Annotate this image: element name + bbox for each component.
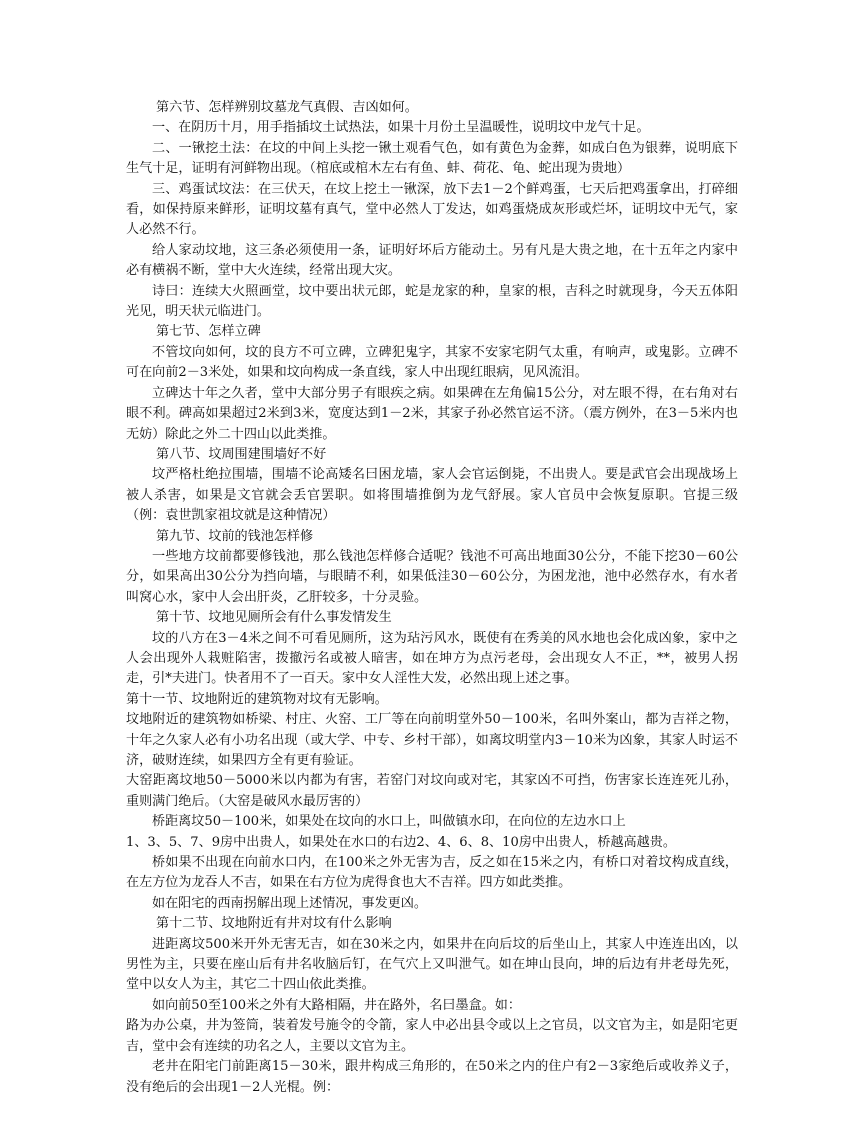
paragraph: 桥距离坟50－100米，如果处在坟向的水口上，叫做镇水印，在向位的左边水口上 [152, 814, 626, 830]
paragraph: 坟地附近的建筑物如桥梁、村庄、火窑、工厂等在向前明堂外50－100米，名叫外案山，都为吉祥之物，十年之久家人必有小功名出现（或大学、中专、乡村干部），如离坟明堂内3－10米为凶象，其家人时运不济，破财连续，如果四方全有更有验证。 [126, 712, 738, 768]
section-heading-12: 第十二节、坟地附近有井对坟有什么影响 [156, 916, 392, 932]
section-heading-10: 第十节、坟地见厕所会有什么事发情发生 [156, 610, 392, 626]
paragraph: 如在阳宅的西南拐解出现上述情况，事发更凶。 [152, 895, 427, 911]
section-heading-8: 第八节、坟周围建围墙好不好 [156, 446, 327, 462]
paragraph: 二、一锹挖土法：在坟的中间上头挖一锹土观看气色，如有黄色为金葬，如成白色为银葬，说明底下生气十足，证明有河鲜物出现。（棺底或棺木左右有鱼、蚌、荷花、龟、蛇出现为贵地） [126, 140, 738, 177]
paragraph: 三、鸡蛋试坟法：在三伏天，在坟上挖土一锹深，放下去1－2个鲜鸡蛋，七天后把鸡蛋拿出，打碎细看，如保持原来鲜形，证明坟墓有真气，堂中必然人丁发达，如鸡蛋烧成灰形或烂坏，证明坟中无气，家人必然不行。 [126, 181, 738, 238]
paragraph: 大窑距离坟地50－5000米以内都为有害，若窑门对坟向或对宅，其家凶不可挡，伤害家长连连死儿孙，重则满门绝后。（大窑是破风水最厉害的） [126, 773, 738, 809]
paragraph: 路为办公桌，井为签筒，装着发号施令的令箭，家人中必出县令或以上之官员，以文官为主，如是阳宅更吉，堂中会有连续的功名之人，主要以文官为主。 [126, 1018, 738, 1054]
paragraph: 如向前50至100米之外有大路相隔，井在路外，名曰墨盒。如： [152, 997, 521, 1013]
section-heading-7: 第七节、怎样立碑 [156, 324, 261, 340]
paragraph: 进距离坟500米开外无害无吉，如在30米之内，如果井在向后坟的后坐山上，其家人中连连出凶，以男性为主，只要在座山后有井名收脑后钉，在气穴上又叫泄气。如在坤山艮向，坤的后边有井老母先死，堂中以女人为主，其它二十四山依此类推。 [126, 936, 738, 993]
section-heading-6: 第六节、怎样辨别坟墓龙气真假、吉凶如何。 [156, 100, 418, 115]
paragraph: 1、3、5、7、9房中出贵人，如果处在水口的右边2、4、6、8、10房中出贵人，桥越高越贵。 [126, 834, 676, 850]
paragraph: 坟的八方在3－4米之间不可看见厕所，这为玷污风水，既使有在秀美的风水地也会化成凶象，家中之人会出现外人栽赃陷害，拨撤污名或被人暗害，如在坤方为点污老母，会出现女人不正，**，被男人拐走，引*夫进门。快者用不了一百天。家中女人淫性大发，必然出现上述之事。 [126, 630, 738, 687]
paragraph: 一些地方坟前都要修钱池，那么钱池怎样修合适呢？钱池不可高出地面30公分，不能下挖30－60公分，如果高出30公分为挡向墙，与眼睛不利，如果低洼30－60公分，为困龙池，池中必然存水，有水者叫窝心水，家中人会出肝炎，乙肝较多，十分灵验。 [126, 548, 738, 605]
paragraph: 不管坟向如何，坟的良方不可立碑，立碑犯鬼字，其家不安家宅阴气太重，有响声，或鬼影。立碑不可在向前2－3米处，如果和坟向构成一条直线，家人中出现红眼病，见风流泪。 [126, 344, 738, 381]
paragraph: 给人家动坟地，这三条必须使用一条，证明好坏后方能动土。另有凡是大贵之地，在十五年之内家中必有横祸不断，堂中大火连续，经常出现大灾。 [126, 242, 738, 279]
paragraph: 老井在阳宅门前距离15－30米，跟井构成三角形的，在50米之内的住户有2－3家绝后或收养义子，没有绝后的会出现1－2人光棍。例： [126, 1059, 738, 1095]
paragraph: 一、在阴历十月，用手指插坟土试热法，如果十月份土呈温暖性，说明坟中龙气十足。 [152, 120, 650, 136]
section-heading-9: 第九节、坟前的钱池怎样修 [156, 528, 314, 544]
paragraph: 桥如果不出现在向前水口内，在100米之外无害为吉，反之如在15米之内，有桥口对着坟构成直线，在左方位为龙吞人不吉，如果在右方位为虎得食也大不吉祥。四方如此类推。 [126, 855, 738, 891]
section-heading-11: 第十一节、坟地附近的建筑物对坟有无影响。 [126, 691, 388, 707]
poem-paragraph: 诗曰：连续大火照画堂，坟中要出状元郎，蛇是龙家的种，皇家的根，吉科之时就现身，今天五体阳光见，明天状元临进门。 [126, 283, 738, 320]
document-body [126, 98, 738, 1098]
paragraph: 立碑达十年之久者，堂中大部分男子有眼疾之病。如果碑在左角偏15公分，对左眼不得，在右角对右眼不利。碑高如果超过2米到3米，宽度达到1－2米，其家子孙必然官运不济。（震方例外，在3－5米内也无妨）除此之外二十四山以此类推。 [126, 385, 738, 442]
paragraph: 坟严格杜绝拉围墙，围墙不论高矮名曰困龙墙，家人会官运倒毙，不出贵人。要是武官会出现战场上被人杀害，如果是文官就会丢官罢职。如将围墙推倒为龙气舒展。家人官员中会恢复原职。官提三级（例：袁世凯家祖坟就是这种情况） [126, 467, 738, 524]
